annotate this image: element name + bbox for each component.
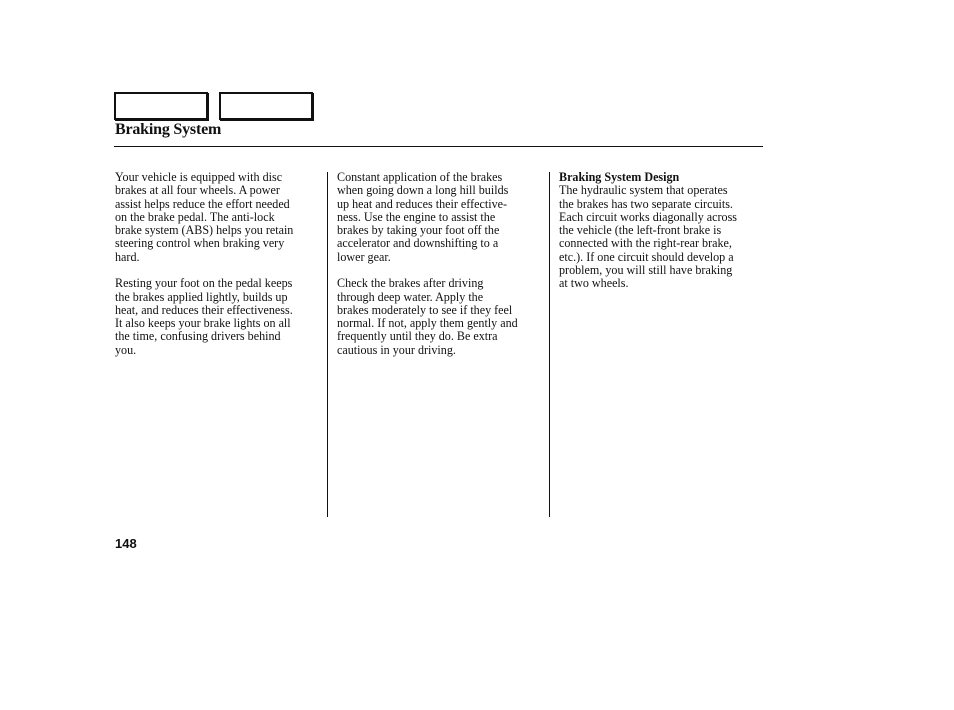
text-line: problem, you will still have braking: [559, 263, 733, 278]
paragraph: [559, 184, 767, 290]
text-line: It also keeps your brake lights on all: [115, 316, 291, 331]
text-line: Your vehicle is equipped with disc: [115, 170, 283, 184]
column-divider: [549, 172, 550, 517]
nav-tab-box-1[interactable]: [114, 92, 208, 120]
text-line: at two wheels.: [559, 276, 629, 291]
text-line: normal. If not, apply them gently and: [337, 316, 518, 331]
text-line: hard.: [115, 249, 140, 264]
column-divider: [327, 172, 328, 517]
text-column-3: [559, 171, 767, 304]
text-line: assist helps reduce the effort needed: [115, 196, 290, 211]
text-line: Check the brakes after driving: [337, 276, 484, 291]
text-line: brake system (ABS) helps you retain: [115, 223, 294, 238]
paragraph: [337, 277, 545, 357]
text-line: brakes moderately to see if they feel: [337, 302, 513, 317]
page-number: 148: [115, 536, 137, 551]
text-line: cautious in your driving.: [337, 342, 456, 357]
nav-tab-box-2[interactable]: [219, 92, 313, 120]
page-title: Braking System: [115, 121, 222, 138]
text-column-2: [337, 171, 545, 370]
text-line: the vehicle (the left-front brake is: [559, 223, 722, 238]
text-line: brakes at all four wheels. A power: [115, 183, 280, 198]
text-line: frequently until they do. Be extra: [337, 329, 498, 344]
paragraph: [115, 277, 323, 357]
paragraph: [337, 171, 545, 264]
text-line: the brakes applied lightly, builds up: [115, 289, 288, 304]
text-column-1: [115, 171, 323, 370]
text-line: Each circuit works diagonally across: [559, 209, 737, 224]
paragraph: [115, 171, 323, 264]
text-line: Resting your foot on the pedal keeps: [115, 276, 293, 291]
text-line: ness. Use the engine to assist the: [337, 209, 496, 224]
text-line: The hydraulic system that operates: [559, 183, 728, 198]
text-line: connected with the right-rear brake,: [559, 236, 732, 251]
title-rule: [114, 146, 763, 147]
text-line: through deep water. Apply the: [337, 289, 484, 304]
text-line: on the brake pedal. The anti-lock: [115, 209, 275, 224]
text-line: steering control when braking very: [115, 236, 285, 251]
text-line: brakes by taking your foot off the: [337, 223, 500, 238]
text-line: when going down a long hill builds: [337, 183, 509, 198]
text-line: the time, confusing drivers behind: [115, 329, 281, 344]
text-line: heat, and reduces their effectiveness.: [115, 302, 293, 317]
text-line: Constant application of the brakes: [337, 170, 503, 184]
text-line: the brakes has two separate circuits.: [559, 196, 733, 211]
text-line: you.: [115, 342, 137, 357]
text-line: up heat and reduces their effective-: [337, 196, 508, 211]
text-line: etc.). If one circuit should develop a: [559, 249, 734, 264]
text-line: lower gear.: [337, 249, 391, 264]
text-line: accelerator and downshifting to a: [337, 236, 499, 251]
section-subheading: Braking System Design: [559, 170, 680, 184]
